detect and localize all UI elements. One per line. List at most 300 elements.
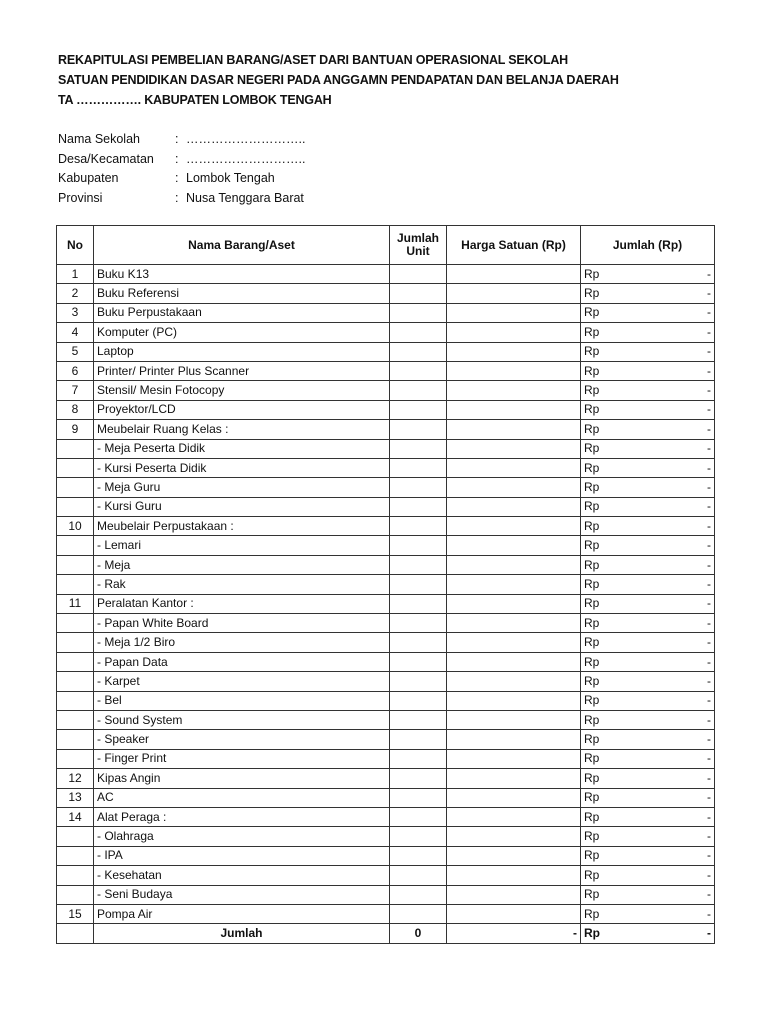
row-no bbox=[57, 652, 94, 671]
row-jumlah bbox=[581, 769, 715, 788]
table-row bbox=[57, 303, 715, 322]
row-unit bbox=[390, 575, 447, 594]
amount-dash: - bbox=[707, 673, 711, 688]
row-harga bbox=[447, 730, 581, 749]
row-harga bbox=[447, 381, 581, 400]
row-no bbox=[57, 536, 94, 555]
currency-label: Rp bbox=[584, 596, 600, 611]
amount-dash: - bbox=[707, 906, 711, 921]
row-harga bbox=[447, 536, 581, 555]
row-jumlah bbox=[581, 633, 715, 652]
header-nama-barang: Nama Barang/Aset bbox=[94, 226, 390, 265]
currency-label: Rp bbox=[584, 344, 600, 359]
row-no: 4 bbox=[57, 323, 94, 342]
row-no: 6 bbox=[57, 361, 94, 380]
info-row-desa-kecamatan bbox=[58, 150, 305, 170]
row-harga bbox=[447, 827, 581, 846]
row-jumlah bbox=[581, 827, 715, 846]
currency-label: Rp bbox=[584, 790, 600, 805]
row-no bbox=[57, 497, 94, 516]
row-item-name: - Kursi Guru bbox=[94, 497, 390, 516]
row-no bbox=[57, 478, 94, 497]
row-item-name: Pompa Air bbox=[94, 904, 390, 923]
row-no bbox=[57, 846, 94, 865]
amount-dash: - bbox=[707, 751, 711, 766]
info-label: Provinsi bbox=[58, 190, 103, 205]
row-jumlah bbox=[581, 885, 715, 904]
amount-dash: - bbox=[707, 732, 711, 747]
row-item-name: Printer/ Printer Plus Scanner bbox=[94, 361, 390, 380]
row-item-name: - Rak bbox=[94, 575, 390, 594]
row-jumlah bbox=[581, 478, 715, 497]
table-row bbox=[57, 594, 715, 613]
row-item-name: - Finger Print bbox=[94, 749, 390, 768]
currency-label: Rp bbox=[584, 867, 600, 882]
info-label: Kabupaten bbox=[58, 171, 119, 185]
table-row bbox=[57, 400, 715, 419]
table-row bbox=[57, 788, 715, 807]
currency-label: Rp bbox=[584, 479, 600, 494]
currency-label: Rp bbox=[584, 324, 600, 339]
row-unit bbox=[390, 265, 447, 284]
row-unit bbox=[390, 730, 447, 749]
row-unit bbox=[390, 633, 447, 652]
currency-label: Rp bbox=[584, 635, 600, 650]
amount-dash: - bbox=[707, 693, 711, 708]
row-jumlah bbox=[581, 691, 715, 710]
currency-label: Rp bbox=[584, 906, 600, 921]
row-no bbox=[57, 439, 94, 458]
amount-dash: - bbox=[707, 654, 711, 669]
row-harga bbox=[447, 904, 581, 923]
row-no bbox=[57, 827, 94, 846]
row-jumlah bbox=[581, 866, 715, 885]
amount-dash: - bbox=[707, 305, 711, 320]
row-jumlah bbox=[581, 730, 715, 749]
amount-dash: - bbox=[707, 887, 711, 902]
info-colon: : bbox=[175, 171, 179, 185]
row-harga bbox=[447, 439, 581, 458]
table-row bbox=[57, 691, 715, 710]
row-harga bbox=[447, 342, 581, 361]
currency-label: Rp bbox=[584, 286, 600, 301]
currency-label: Rp bbox=[584, 848, 600, 863]
row-jumlah bbox=[581, 672, 715, 691]
total-jumlah bbox=[581, 924, 715, 943]
table-row bbox=[57, 284, 715, 303]
amount-dash: - bbox=[707, 809, 711, 824]
row-item-name: Komputer (PC) bbox=[94, 323, 390, 342]
row-unit bbox=[390, 517, 447, 536]
amount-dash: - bbox=[707, 402, 711, 417]
row-jumlah bbox=[581, 284, 715, 303]
row-item-name: Buku Referensi bbox=[94, 284, 390, 303]
total-label: Jumlah bbox=[94, 924, 390, 943]
amount-dash: - bbox=[707, 286, 711, 301]
amount-dash: - bbox=[707, 460, 711, 475]
currency-label: Rp bbox=[584, 421, 600, 436]
currency-label: Rp bbox=[584, 383, 600, 398]
amount-dash: - bbox=[707, 848, 711, 863]
info-value: Nusa Tenggara Barat bbox=[186, 190, 304, 205]
document-title-line-2: SATUAN PENDIDIKAN DASAR NEGERI PADA ANGGAMN PENDAPATAN DAN BELANJA DAERAH bbox=[58, 73, 619, 87]
row-harga bbox=[447, 478, 581, 497]
amount-dash: - bbox=[707, 441, 711, 456]
amount-dash: - bbox=[707, 266, 711, 281]
row-unit bbox=[390, 400, 447, 419]
row-unit bbox=[390, 439, 447, 458]
row-unit bbox=[390, 284, 447, 303]
row-harga bbox=[447, 284, 581, 303]
row-harga bbox=[447, 303, 581, 322]
row-jumlah bbox=[581, 497, 715, 516]
amount-dash: - bbox=[707, 479, 711, 494]
row-jumlah bbox=[581, 323, 715, 342]
amount-dash: - bbox=[707, 538, 711, 553]
row-no bbox=[57, 672, 94, 691]
row-item-name: - Kesehatan bbox=[94, 866, 390, 885]
row-unit bbox=[390, 555, 447, 574]
row-unit bbox=[390, 827, 447, 846]
row-no: 11 bbox=[57, 594, 94, 613]
row-no bbox=[57, 885, 94, 904]
table-row bbox=[57, 904, 715, 923]
currency-label: Rp bbox=[584, 693, 600, 708]
row-item-name: Meubelair Ruang Kelas : bbox=[94, 420, 390, 439]
total-unit: 0 bbox=[390, 924, 447, 943]
row-no: 3 bbox=[57, 303, 94, 322]
table-row bbox=[57, 478, 715, 497]
row-no bbox=[57, 633, 94, 652]
row-unit bbox=[390, 866, 447, 885]
row-item-name: Buku K13 bbox=[94, 265, 390, 284]
row-no bbox=[57, 710, 94, 729]
currency-label: Rp bbox=[584, 266, 600, 281]
info-colon: : bbox=[175, 190, 179, 205]
currency-label: Rp bbox=[584, 460, 600, 475]
row-no: 9 bbox=[57, 420, 94, 439]
row-jumlah bbox=[581, 400, 715, 419]
info-row-nama-sekolah bbox=[58, 130, 305, 150]
row-item-name: - Sound System bbox=[94, 710, 390, 729]
row-unit bbox=[390, 478, 447, 497]
row-harga bbox=[447, 885, 581, 904]
row-harga bbox=[447, 633, 581, 652]
row-item-name: - Papan Data bbox=[94, 652, 390, 671]
row-harga bbox=[447, 575, 581, 594]
row-jumlah bbox=[581, 788, 715, 807]
table-row bbox=[57, 710, 715, 729]
row-unit bbox=[390, 788, 447, 807]
table-row bbox=[57, 575, 715, 594]
row-unit bbox=[390, 749, 447, 768]
row-harga bbox=[447, 691, 581, 710]
info-label: Nama Sekolah bbox=[58, 132, 140, 146]
amount-dash: - bbox=[707, 712, 711, 727]
row-harga bbox=[447, 749, 581, 768]
info-value: Lombok Tengah bbox=[186, 171, 275, 185]
currency-label: Rp bbox=[584, 751, 600, 766]
row-no: 2 bbox=[57, 284, 94, 303]
amount-dash: - bbox=[707, 576, 711, 591]
amount-dash: - bbox=[707, 518, 711, 533]
row-jumlah bbox=[581, 904, 715, 923]
currency-label: Rp bbox=[584, 887, 600, 902]
table-row bbox=[57, 885, 715, 904]
row-item-name: - Olahraga bbox=[94, 827, 390, 846]
currency-label: Rp bbox=[584, 441, 600, 456]
total-harga: - bbox=[447, 924, 581, 943]
amount-dash: - bbox=[707, 363, 711, 378]
amount-dash: - bbox=[707, 421, 711, 436]
currency-label: Rp bbox=[584, 402, 600, 417]
asset-table bbox=[56, 225, 715, 944]
table-row bbox=[57, 807, 715, 826]
row-no: 15 bbox=[57, 904, 94, 923]
amount-dash: - bbox=[707, 925, 711, 940]
header-jumlah-rp: Jumlah (Rp) bbox=[581, 226, 715, 265]
row-no bbox=[57, 614, 94, 633]
currency-label: Rp bbox=[584, 809, 600, 824]
row-jumlah bbox=[581, 614, 715, 633]
currency-label: Rp bbox=[584, 305, 600, 320]
row-item-name: - Seni Budaya bbox=[94, 885, 390, 904]
total-no bbox=[57, 924, 94, 943]
info-row-provinsi bbox=[58, 189, 305, 209]
row-harga bbox=[447, 788, 581, 807]
row-item-name: AC bbox=[94, 788, 390, 807]
row-harga bbox=[447, 710, 581, 729]
row-harga bbox=[447, 769, 581, 788]
row-unit bbox=[390, 691, 447, 710]
row-no: 12 bbox=[57, 769, 94, 788]
row-harga bbox=[447, 458, 581, 477]
row-no bbox=[57, 691, 94, 710]
table-row bbox=[57, 730, 715, 749]
table-row bbox=[57, 652, 715, 671]
table-row bbox=[57, 749, 715, 768]
row-unit bbox=[390, 361, 447, 380]
header-no: No bbox=[57, 226, 94, 265]
currency-label: Rp bbox=[584, 732, 600, 747]
row-harga bbox=[447, 420, 581, 439]
table-row bbox=[57, 846, 715, 865]
row-harga bbox=[447, 672, 581, 691]
row-no: 1 bbox=[57, 265, 94, 284]
row-item-name: Stensil/ Mesin Fotocopy bbox=[94, 381, 390, 400]
row-jumlah bbox=[581, 342, 715, 361]
row-item-name: - Lemari bbox=[94, 536, 390, 555]
row-jumlah bbox=[581, 439, 715, 458]
row-no bbox=[57, 866, 94, 885]
document-title-line-1: REKAPITULASI PEMBELIAN BARANG/ASET DARI BANTUAN OPERASIONAL SEKOLAH bbox=[58, 53, 569, 67]
amount-dash: - bbox=[707, 615, 711, 630]
amount-dash: - bbox=[707, 635, 711, 650]
table-header-row bbox=[57, 226, 715, 265]
row-item-name: Meubelair Perpustakaan : bbox=[94, 517, 390, 536]
table-row bbox=[57, 439, 715, 458]
currency-label: Rp bbox=[584, 925, 600, 940]
amount-dash: - bbox=[707, 557, 711, 572]
table-row bbox=[57, 672, 715, 691]
table-row bbox=[57, 497, 715, 516]
school-info bbox=[58, 130, 305, 208]
row-jumlah bbox=[581, 303, 715, 322]
row-no: 10 bbox=[57, 517, 94, 536]
row-harga bbox=[447, 594, 581, 613]
total-row bbox=[57, 924, 715, 943]
amount-dash: - bbox=[707, 596, 711, 611]
row-item-name: - Meja 1/2 Biro bbox=[94, 633, 390, 652]
row-item-name: - Meja Peserta Didik bbox=[94, 439, 390, 458]
row-harga bbox=[447, 517, 581, 536]
table-row bbox=[57, 536, 715, 555]
row-jumlah bbox=[581, 749, 715, 768]
row-jumlah bbox=[581, 420, 715, 439]
currency-label: Rp bbox=[584, 557, 600, 572]
row-item-name: - Kursi Peserta Didik bbox=[94, 458, 390, 477]
row-jumlah bbox=[581, 265, 715, 284]
table-row bbox=[57, 614, 715, 633]
row-no: 13 bbox=[57, 788, 94, 807]
info-row-kabupaten bbox=[58, 169, 305, 189]
currency-label: Rp bbox=[584, 538, 600, 553]
table-row bbox=[57, 458, 715, 477]
row-no: 14 bbox=[57, 807, 94, 826]
row-harga bbox=[447, 400, 581, 419]
row-harga bbox=[447, 846, 581, 865]
row-jumlah bbox=[581, 381, 715, 400]
row-item-name: - Karpet bbox=[94, 672, 390, 691]
amount-dash: - bbox=[707, 324, 711, 339]
currency-label: Rp bbox=[584, 673, 600, 688]
row-unit bbox=[390, 594, 447, 613]
row-harga bbox=[447, 652, 581, 671]
row-jumlah bbox=[581, 710, 715, 729]
info-label: Desa/Kecamatan bbox=[58, 151, 154, 166]
header-harga-satuan: Harga Satuan (Rp) bbox=[447, 226, 581, 265]
row-unit bbox=[390, 652, 447, 671]
row-item-name: Buku Perpustakaan bbox=[94, 303, 390, 322]
row-item-name: - IPA bbox=[94, 846, 390, 865]
info-value: ……………………….. bbox=[186, 151, 306, 166]
currency-label: Rp bbox=[584, 712, 600, 727]
row-unit bbox=[390, 904, 447, 923]
table-body bbox=[57, 265, 715, 944]
row-unit bbox=[390, 710, 447, 729]
row-jumlah bbox=[581, 555, 715, 574]
currency-label: Rp bbox=[584, 576, 600, 591]
document-title-line-3: TA ……………. KABUPATEN LOMBOK TENGAH bbox=[58, 93, 332, 107]
row-unit bbox=[390, 323, 447, 342]
row-jumlah bbox=[581, 458, 715, 477]
row-unit bbox=[390, 846, 447, 865]
table-row bbox=[57, 265, 715, 284]
info-colon: : bbox=[175, 132, 179, 146]
table-row bbox=[57, 827, 715, 846]
table-row bbox=[57, 361, 715, 380]
currency-label: Rp bbox=[584, 363, 600, 378]
table-row bbox=[57, 555, 715, 574]
header-jumlah-unit: Jumlah Unit bbox=[390, 226, 447, 265]
row-item-name: - Meja bbox=[94, 555, 390, 574]
table-row bbox=[57, 420, 715, 439]
info-value: ……………………….. bbox=[186, 132, 306, 146]
row-unit bbox=[390, 536, 447, 555]
row-harga bbox=[447, 614, 581, 633]
row-no: 8 bbox=[57, 400, 94, 419]
row-jumlah bbox=[581, 536, 715, 555]
table-row bbox=[57, 769, 715, 788]
row-no: 7 bbox=[57, 381, 94, 400]
row-no bbox=[57, 458, 94, 477]
currency-label: Rp bbox=[584, 654, 600, 669]
row-no bbox=[57, 555, 94, 574]
table-row bbox=[57, 342, 715, 361]
row-unit bbox=[390, 885, 447, 904]
amount-dash: - bbox=[707, 829, 711, 844]
row-item-name: Kipas Angin bbox=[94, 769, 390, 788]
table-row bbox=[57, 866, 715, 885]
table-row bbox=[57, 323, 715, 342]
table-row bbox=[57, 633, 715, 652]
row-jumlah bbox=[581, 846, 715, 865]
row-harga bbox=[447, 361, 581, 380]
info-colon: : bbox=[175, 151, 179, 166]
amount-dash: - bbox=[707, 383, 711, 398]
row-unit bbox=[390, 672, 447, 691]
row-item-name: Proyektor/LCD bbox=[94, 400, 390, 419]
row-no bbox=[57, 575, 94, 594]
row-unit bbox=[390, 614, 447, 633]
row-item-name: - Meja Guru bbox=[94, 478, 390, 497]
row-unit bbox=[390, 769, 447, 788]
row-unit bbox=[390, 303, 447, 322]
row-jumlah bbox=[581, 517, 715, 536]
amount-dash: - bbox=[707, 790, 711, 805]
row-no bbox=[57, 730, 94, 749]
currency-label: Rp bbox=[584, 770, 600, 785]
amount-dash: - bbox=[707, 867, 711, 882]
currency-label: Rp bbox=[584, 615, 600, 630]
row-jumlah bbox=[581, 807, 715, 826]
row-unit bbox=[390, 458, 447, 477]
row-item-name: Alat Peraga : bbox=[94, 807, 390, 826]
row-no bbox=[57, 749, 94, 768]
row-harga bbox=[447, 807, 581, 826]
row-harga bbox=[447, 265, 581, 284]
table-row bbox=[57, 517, 715, 536]
currency-label: Rp bbox=[584, 499, 600, 514]
row-unit bbox=[390, 381, 447, 400]
row-unit bbox=[390, 807, 447, 826]
table-row bbox=[57, 381, 715, 400]
row-item-name: Laptop bbox=[94, 342, 390, 361]
amount-dash: - bbox=[707, 344, 711, 359]
row-jumlah bbox=[581, 361, 715, 380]
row-unit bbox=[390, 497, 447, 516]
row-unit bbox=[390, 342, 447, 361]
row-harga bbox=[447, 323, 581, 342]
row-item-name: - Papan White Board bbox=[94, 614, 390, 633]
row-jumlah bbox=[581, 594, 715, 613]
row-item-name: - Speaker bbox=[94, 730, 390, 749]
row-unit bbox=[390, 420, 447, 439]
row-jumlah bbox=[581, 652, 715, 671]
row-harga bbox=[447, 866, 581, 885]
currency-label: Rp bbox=[584, 518, 600, 533]
row-harga bbox=[447, 555, 581, 574]
